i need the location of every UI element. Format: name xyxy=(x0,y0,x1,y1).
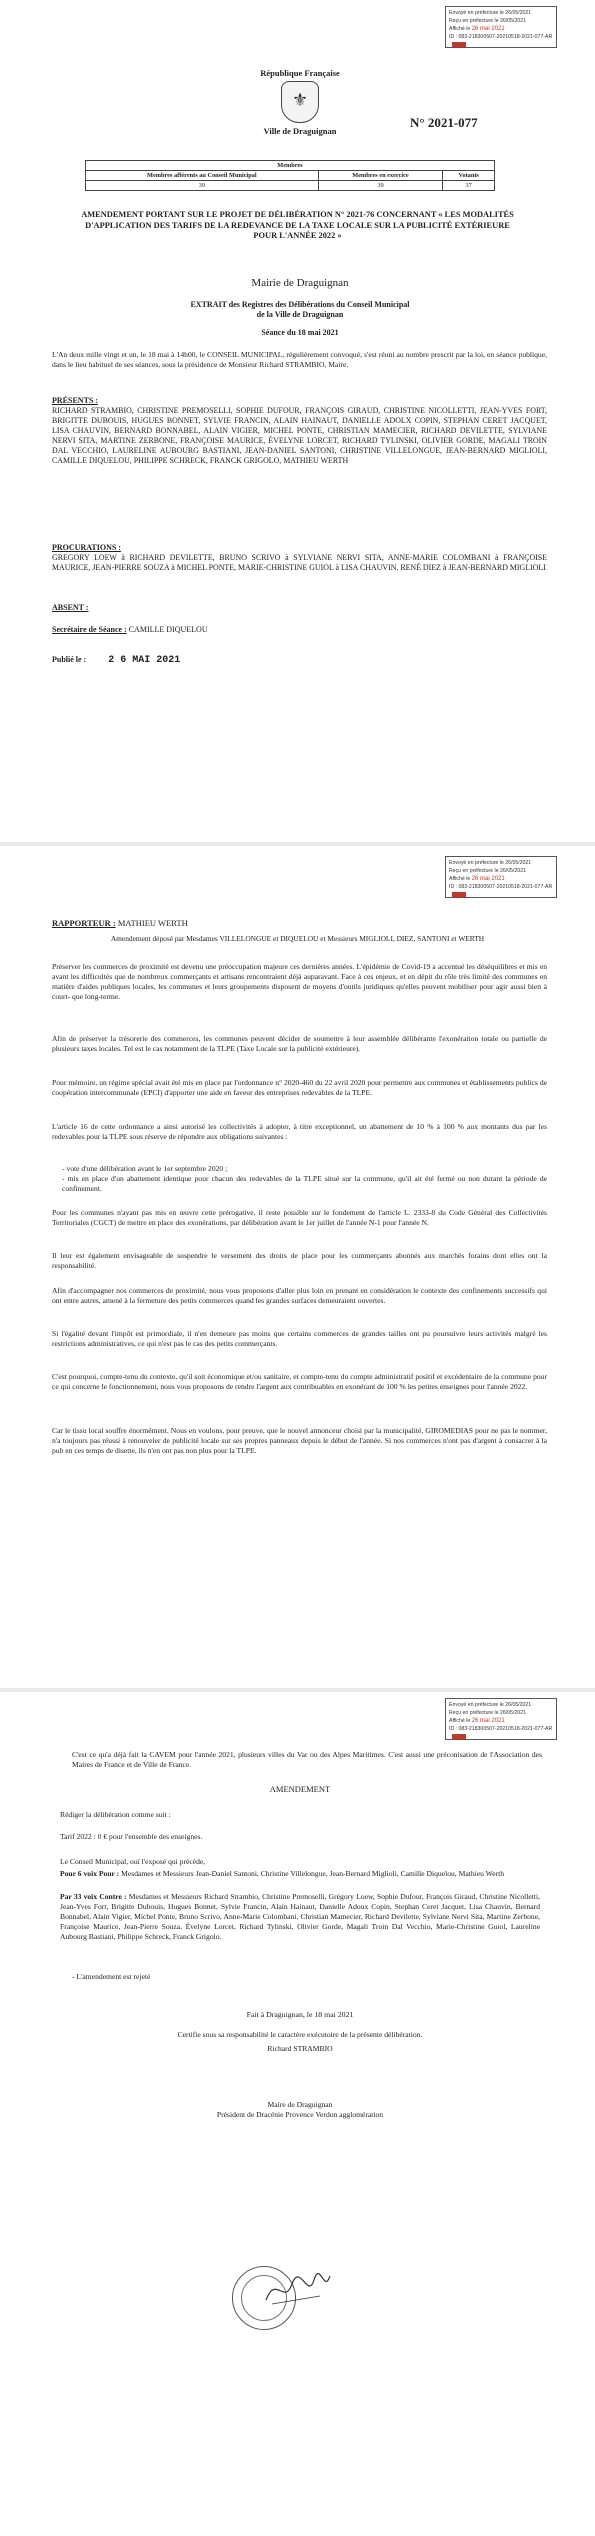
page-3 xyxy=(0,1692,595,2536)
presents-label: PRÉSENTS : xyxy=(52,396,99,405)
obligations-list xyxy=(62,1164,547,1194)
paragraph-4: L'article 16 de cette ordonnance a ainsi autorisé les collectivités à adopter, à titre exceptionnel, un abattement de 10 % à 100 % aux montants dus par les redevables pour la TLPE sous réserve de répondre aux obligations suivantes : xyxy=(52,1122,547,1141)
vote-contre: Par 33 voix Contre : Mesdames et Messieurs Richard Strambio, Christine Premoselli, Grégory Loew, Sophie Dufour, François Giraud, Christine Nicolletti, Jean-Yves Fort, Brigitte Dubouis, Hugues Bonnet, Sylvie Francin, Alain Hainaut, Danielle Adoux Copin, Stephan Ceret Jacquet, Lisa Chauvin, Bernard Bonnabel, Alain Vigier, Michel Ponte, Bruno Scrivo, Anne-Marie Colombani, Christian Mamecier, Richard Devilette, Sylviane Nervi Sita, Martine Zerbone, Françoise Maurice, Jean-Pierre Souza, Évelyne Lorcet, Richard Tylinski, Olivier Gorde, Magali Troin Dal Vecchio, Marie-Christine Guiol, Laureline Aubourg Bastiani, Philippe Schreck, Franck Grigolo. xyxy=(60,1892,540,1941)
list-item: - mis en place d'un abattement identique pour chacun des redevables de la TLPE situé sur la commune, qu'il ait été fermé ou non durant la période de confinement. xyxy=(62,1174,547,1193)
page-2 xyxy=(0,846,595,1688)
conseil-line: Le Conseil Municipal, ouï l'exposé qui précède, xyxy=(60,1857,206,1866)
procurations-label: PROCURATIONS : xyxy=(52,543,121,552)
vote-pour: Pour 6 voix Pour : Mesdames et Messieurs Jean-Daniel Santoni, Christine Villelongue, Jean-Bernard Miglioli, Camille Diquelou, Mathieu Werth xyxy=(60,1869,505,1878)
paragraph-6: Il leur est également envisageable de suspendre le versement des droits de place pour les commerçants abonnés aux marchés forains dont elles ont la responsabilité. xyxy=(52,1251,547,1270)
rapporteur-line: RAPPORTEUR : MATHIEU WERTH xyxy=(52,918,188,928)
list-item: - vote d'une délibération avant le 1er septembre 2020 ; xyxy=(62,1164,228,1173)
prefecture-stamp: Envoyé en préfecture le 26/05/2021 Reçu en préfecture le 26/05/2021 Affiché le 26 mai 2021 ID : 083-218300507-20210518-2021-077-AR xyxy=(445,856,557,898)
stamp-date: 26 mai 2021 xyxy=(471,26,505,32)
members-table: Membres Membres afférents au Conseil Municipal Membres en exercice Votants 39 39 37 xyxy=(85,160,495,191)
city-crest-icon xyxy=(281,81,319,123)
paragraph-5: Pour les communes n'ayant pas mis en œuvre cette prérogative, il reste possible sur le fondement de l'article L. 2333-8 du Code Général des Collectivités Territoriales (CGCT) de mettre en place des exonérations, par délibération avant le 1er juillet de l'année N-1 pour l'année N. xyxy=(52,1208,547,1227)
secretaire-line: Secrétaire de Séance : CAMILLE DIQUELOU xyxy=(52,625,208,634)
rediger-line: Rédiger la délibération comme suit : xyxy=(60,1810,171,1819)
republic-label: République Française xyxy=(260,68,340,78)
procurations-list: GREGORY LOEW à RICHARD DEVILETTE, BRUNO SCRIVO à SYLVIANE NERVI SITA, ANNE-MARIE COLOMBANI à FRANÇOISE MAURICE, JEAN-PIERRE SOUZA à MICHEL PONTE, MARIE-CHRISTINE GUIOL à LISA CHAUVIN, RENÉ DIEZ à JEAN-BERNARD MIGLIOLI xyxy=(52,553,547,572)
seance-date: Séance du 18 mai 2021 xyxy=(261,328,339,337)
tarif-line: Tarif 2022 : 0 € pour l'ensemble des enseignes. xyxy=(60,1832,203,1841)
paragraph-3: Pour mémoire, un régime spécial avait été mis en place par l'ordonnance n° 2020-460 du 22 avril 2020 pour permettre aux communes et établissements publics de coopération intercommunale (EPCI) d'apporter une aide en faveur des entreprises redevables de la TLPE. xyxy=(52,1078,547,1097)
page-1 xyxy=(0,0,595,842)
absent-label: ABSENT : xyxy=(52,603,89,612)
signatory-title: Maire de Draguignan Président de Dracénie Provence Verdon agglomération xyxy=(216,2100,384,2119)
prefecture-stamp: Envoyé en préfecture le 26/05/2021 Reçu en préfecture le 26/05/2021 Affiché le 26 mai 2021 ID : 083-218300507-20210518-2021-077-AR xyxy=(445,6,557,48)
signatory-name: Richard STRAMBIO xyxy=(267,2044,333,2053)
mairie-label: Mairie de Draguignan xyxy=(251,277,349,289)
document-title: AMENDEMENT PORTANT SUR LE PROJET DE DÉLIBÉRATION N° 2021-76 CONCERNANT « LES MODALITÉS D'APPLICATION DES TARIFS DE LA REDEVANCE DE LA TAXE LOCALE SUR LA PUBLICITÉ EXTÉRIEURE POUR L'ANNÉE 2022 » xyxy=(81,210,514,240)
presents-list: RICHARD STRAMBIO, CHRISTINE PREMOSELLI, SOPHIE DUFOUR, FRANÇOIS GIRAUD, CHRISTINE NICOLLETTI, JEAN-YVES FORT, BRIGITTE DUBOUIS, HUGUES BONNET, SYLVIE FRANCIN, ALAIN HAINAUT, DANIELLE ADOLX COPIN, STEPHAN CERET JACQUET, LISA CHAUVIN, BERNARD BONNABEL, ALAIN VIGIER, MICHEL PONTE, CHRISTIAN MAMECIER, RICHARD DEVILETTE, SYLVIANE NERVI SITA, MARTINE ZERBONE, FRANÇOISE MAURICE, ÉVELYNE LORCET, RICHARD TYLINSKI, OLIVIER GORDE, MAGALI TROIN DAL VECCHIO, LAURELINE AUBOURG BASTIANI, JEAN-DANIEL SANTONI, CHRISTINE VILLELONGUE, JEAN-BERNARD MIGLIOLI, CAMILLE DIQUELOU, PHILIPPE SCHRECK, FRANCK GRIGOLO, MATHIEU WERTH xyxy=(52,406,547,465)
certifie-line: Certifie sous sa responsabilité le caractère exécutoire de la présente délibération. xyxy=(177,2030,423,2039)
signature-icon xyxy=(262,2270,332,2310)
amendement-heading: AMENDEMENT xyxy=(269,1784,331,1794)
paragraph-8: Si l'égalité devant l'impôt est primordiale, il n'en demeure pas moins que certains commerces de grandes tailles ont pu poursuivre leurs activités malgré les restrictions administratives, ce qui n'est pas le cas des petits commerçants. xyxy=(52,1329,547,1348)
amendement-authors: Amendement déposé par Mesdames VILLELONGUE et DIQUELOU et Messieurs MIGLIOLI, DIEZ, SANTONI et WERTH xyxy=(110,934,485,943)
paragraph-9: C'est pourquoi, compte-tenu du contexte, qu'il soit économique et/ou sanitaire, et compte-tenu du compte administratif positif et excédentaire de la commune pour ce qui concerne le fonctionnement, nous vous proposons de rendre l'argent aux contribuables en exonérant de 100 % les petites enseignes pour l'année 2022. xyxy=(52,1372,547,1391)
paragraph-10: Car le tissu local souffre énormément. Nous en voulons, pour preuve, que le nouvel annonceur choisi par la municipalité, GIROMEDIAS pour ne pas le nommer, n'a toujours pas réussi à renouveler de publicité locale sur ses propres panneaux depuis le début de l'année. Si nos commerces n'ont pas d'argent à consacrer à la pub en ces temps de disette, ils n'en ont pas non plus pour la TLPE. xyxy=(52,1426,547,1455)
deliberation-number: N° 2021-077 xyxy=(410,115,478,130)
stamp-mark xyxy=(452,42,466,47)
extrait-heading: EXTRAIT des Registres des Délibérations du Conseil Municipal de la Ville de Draguignan xyxy=(190,300,410,319)
prefecture-stamp: Envoyé en préfecture le 26/05/2021 Reçu en préfecture le 26/05/2021 Affiché le 26 mai 2021 ID : 083-218300507-20210518-2021-077-AR xyxy=(445,1698,557,1740)
letterhead xyxy=(200,68,400,136)
town-label: Ville de Draguignan xyxy=(263,126,337,136)
publie-date-stamp: 2 6 MAI 2021 xyxy=(108,655,181,666)
cavem-paragraph: C'est ce qu'a déjà fait la CAVEM pour l'année 2021, plusieurs villes du Var ou des Alpes Maritimes. C'est aussi une préconisation de l'Association des Maires de France et de Ville de France. xyxy=(72,1750,542,1769)
paragraph-1: Préserver les commerces de proximité est devenu une préoccupation majeure ces dernières années. L'épidémie de Covid-19 a accentué les déséquilibres et mis en avant les difficultés que de nombreux commerçants et artisans rencontraient déjà auparavant. Face à ces enjeux, et en dépit du rôle très limité des communes en matière d'aides publiques locales, les communes et leurs groupements disposent de moyens d'outils juridiques qu'elles peuvent mobiliser pour agir aussi bien à court- que long-terme. xyxy=(52,962,547,1001)
fait-line: Fait à Draguignan, le 18 mai 2021 xyxy=(246,2010,354,2019)
rejete-line: - L'amendement est rejeté xyxy=(72,1972,151,1981)
intro-paragraph: L'An deux mille vingt et un, le 18 mai à 14h00, le CONSEIL MUNICIPAL, régulièrement convoqué, s'est réuni au nombre prescrit par la loi, en séance publique, dans le lieu habituel de ses séances, sous la présidence de Monsieur Richard STRAMBIO, Maire. xyxy=(52,350,547,369)
paragraph-2: Afin de préserver la trésorerie des commerces, les communes peuvent décider de soumettre à leur assemblée délibérante l'exonération totale ou partielle de plusieurs taxes locales. Tel est le cas notamment de la TLPE (Taxe Locale sur la publicité extérieure). xyxy=(52,1034,547,1053)
publie-line: Publié le : 2 6 MAI 2021 xyxy=(52,655,181,666)
paragraph-7: Afin d'accompagner nos commerces de proximité, nous vous proposons d'aller plus loin en prenant en considération le contexte des confinements successifs qui ont entre autres, amené à la fermeture des petits commerces quand les grandes surfaces demeuraient ouvertes. xyxy=(52,1286,547,1305)
